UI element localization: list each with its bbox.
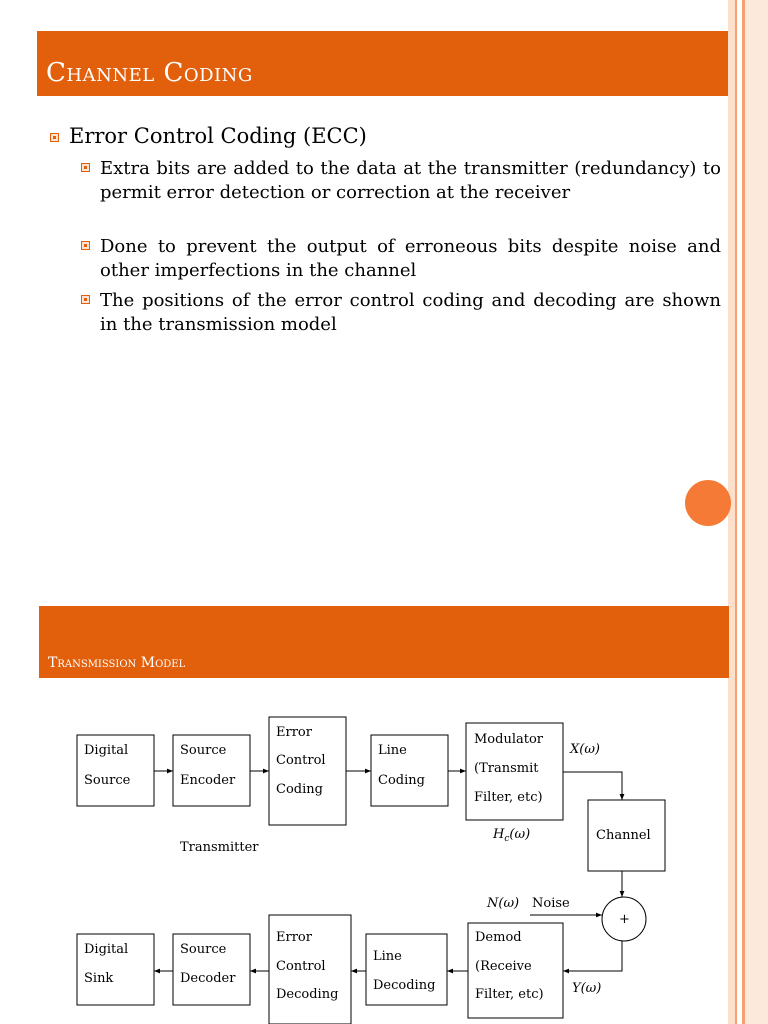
x-omega-label: X(ω) [570,742,600,757]
n-omega-label: N(ω) [487,896,520,911]
line-coding-label: Line [378,743,407,758]
hc-main: H [493,827,505,842]
ecd-label: Control [276,959,326,974]
digital-source-label: Digital [84,743,129,758]
source-decoder-label: Decoder [180,971,236,986]
bullet-sub-2: Done to prevent the output of erroneous bits despite noise and other imperfections in the channel [100,236,721,281]
bullet-sub-3: The positions of the error control coding and decoding are shown in the transmission model [100,290,721,335]
line-decoding-label: Decoding [373,978,436,993]
channel-label: Channel [596,828,651,843]
modulator-label: Filter, etc) [474,790,543,805]
ecc-label: Coding [276,782,323,797]
line-decoding-box [366,934,447,1005]
bullet-icon [81,295,90,304]
line-coding-label: Coding [378,773,425,788]
demod-label: Filter, etc) [475,987,544,1002]
transmitter-label: Transmitter [180,840,259,855]
y-omega-label: Y(ω) [572,981,602,996]
source-encoder-label: Source [180,743,227,758]
source-encoder-label: Encoder [180,773,236,788]
bullet-icon [50,133,59,142]
digital-source-label: Source [84,773,131,788]
demod-label: Demod [475,930,522,945]
hc-omega-label [492,827,530,844]
hc-sub: c [504,834,510,844]
modulator-label: (Transmit [474,761,539,776]
bullet-icon [81,163,90,172]
ecd-label: Decoding [276,987,339,1002]
hc-arg: (ω) [509,827,531,842]
bullet-main: Error Control Coding (ECC) [69,124,367,148]
transmission-model-diagram [0,700,768,1024]
section-title: Transmission Model [48,655,186,671]
source-decoder-label: Source [180,942,227,957]
noise-label: Noise [532,896,570,911]
line-decoding-label: Line [373,949,402,964]
bullet-icon [81,241,90,250]
ecd-label: Error [276,930,312,945]
digital-sink-label: Digital [84,942,129,957]
ecc-label: Error [276,725,312,740]
bullet-sub-1: Extra bits are added to the data at the transmitter (redundancy) to permit error detection or correction at the receiver [100,158,721,203]
slide-title: Channel Coding [46,58,253,88]
digital-sink-label: Sink [84,971,114,986]
adder-symbol: + [619,912,630,927]
decorative-dot [685,480,731,526]
demod-label: (Receive [475,959,532,974]
modulator-label: Modulator [474,732,544,747]
ecc-label: Control [276,753,326,768]
